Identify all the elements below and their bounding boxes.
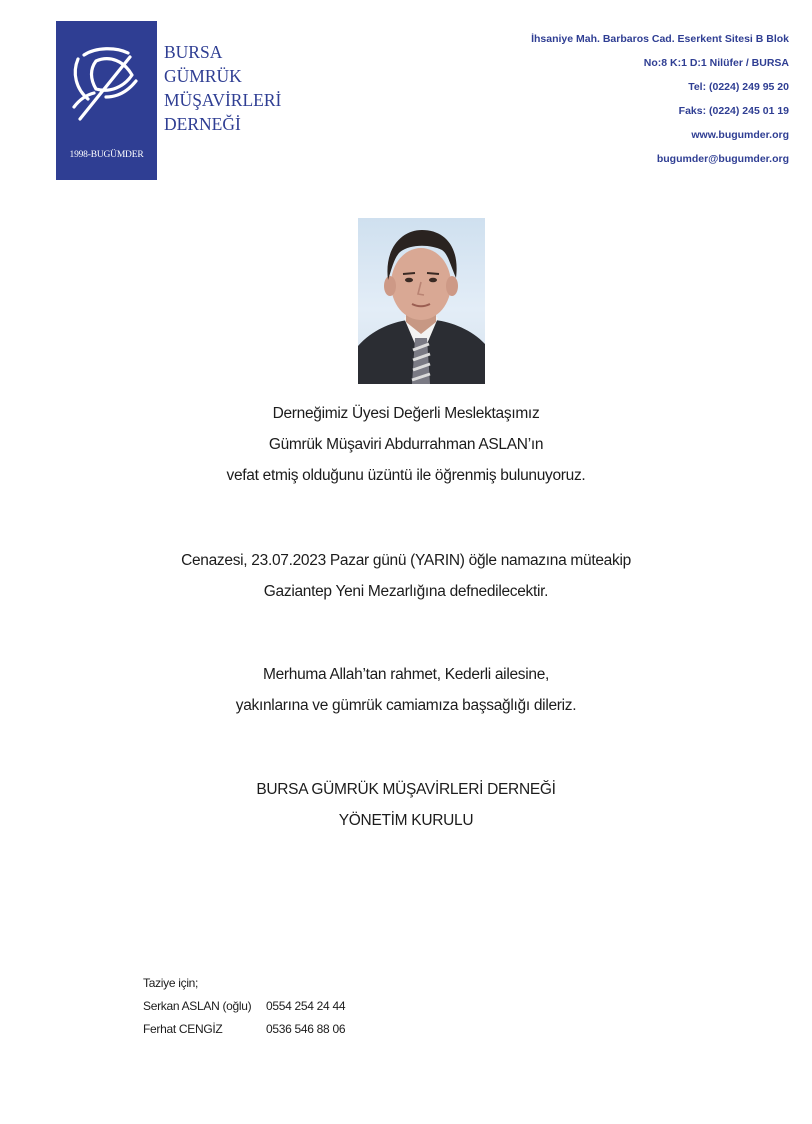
announcement-paragraph-3 bbox=[0, 659, 812, 721]
text-line: yakınlarına ve gümrük camiamıza başsağlığı dileriz. bbox=[235, 697, 577, 714]
condolence-heading: Taziye için; bbox=[143, 976, 199, 990]
signature-board: YÖNETİM KURULU bbox=[338, 812, 474, 829]
text-line: vefat etmiş olduğunu üzüntü ile öğrenmiş bulunuyoruz. bbox=[226, 467, 586, 484]
contact-phone[interactable]: 0536 546 88 06 bbox=[266, 1022, 346, 1036]
leaf-emblem-icon bbox=[66, 41, 146, 126]
contact-name: Serkan ASLAN (oğlu) bbox=[143, 999, 252, 1013]
contact-address bbox=[531, 27, 789, 171]
contact-phone[interactable]: 0554 254 24 44 bbox=[266, 999, 346, 1013]
contact-name: Ferhat CENGİZ bbox=[143, 1022, 223, 1036]
text-line: Cenazesi, 23.07.2023 Pazar günü (YARIN) öğle namazına müteakip bbox=[181, 552, 631, 569]
contact-row bbox=[143, 1018, 345, 1041]
announcement-paragraph-1 bbox=[0, 398, 812, 491]
address-line: No:8 K:1 D:1 Nilüfer / BURSA bbox=[643, 57, 789, 69]
condolence-contacts bbox=[143, 972, 345, 1041]
portrait-illustration bbox=[358, 218, 485, 384]
association-logo bbox=[56, 21, 157, 180]
phone-line: Tel: (0224) 249 95 20 bbox=[688, 81, 789, 93]
website-link[interactable]: www.bugumder.org bbox=[691, 129, 789, 141]
text-line: Merhuma Allah’tan rahmet, Kederli ailesine, bbox=[262, 666, 550, 683]
association-name-line: DERNEĞİ bbox=[164, 114, 241, 134]
text-line: Gaziantep Yeni Mezarlığına defnedilecektir. bbox=[263, 583, 549, 600]
fax-line: Faks: (0224) 245 01 19 bbox=[678, 105, 789, 117]
signature-organization: BURSA GÜMRÜK MÜŞAVİRLERİ DERNEĞİ bbox=[256, 781, 556, 798]
portrait-photo bbox=[358, 218, 485, 384]
text-line: Gümrük Müşaviri Abdurrahman ASLAN’ın bbox=[268, 436, 544, 453]
association-name-line: GÜMRÜK bbox=[164, 66, 242, 86]
association-name-line: BURSA bbox=[164, 42, 223, 62]
contact-row bbox=[143, 995, 345, 1018]
logo-caption: 1998-BUGÜMDER bbox=[69, 150, 144, 160]
signature-block bbox=[0, 774, 812, 836]
association-name-line: MÜŞAVİRLERİ bbox=[164, 90, 282, 110]
address-line: İhsaniye Mah. Barbaros Cad. Eserkent Sitesi B Blok bbox=[531, 33, 789, 45]
association-name bbox=[164, 40, 281, 136]
announcement-paragraph-2 bbox=[0, 545, 812, 607]
email-link[interactable]: bugumder@bugumder.org bbox=[656, 153, 789, 165]
text-line: Derneğimiz Üyesi Değerli Meslektaşımız bbox=[272, 405, 540, 422]
